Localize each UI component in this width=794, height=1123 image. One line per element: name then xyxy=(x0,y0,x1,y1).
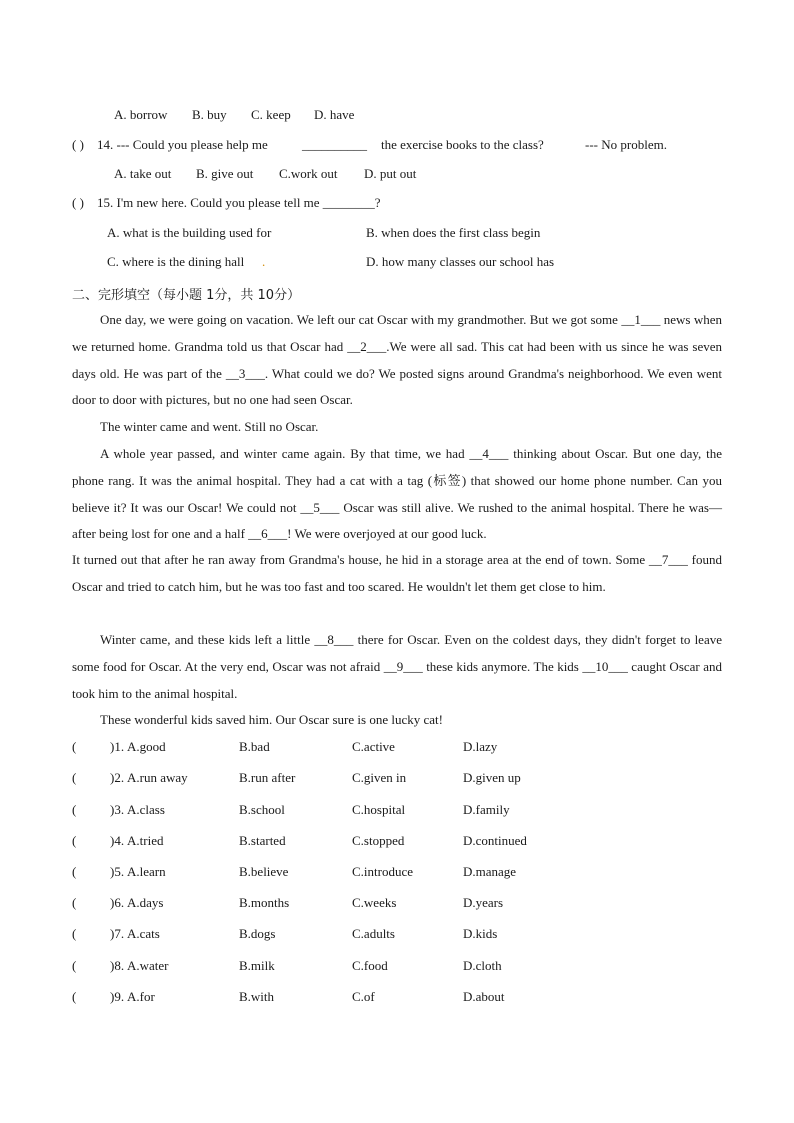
passage-paragraph-4: It turned out that after he ran away from Grandma's house, he hid in a storage area at the end of town. Some __7___ found Oscar and tried to catch him, but he was too fast and too scared. He wouldn't let them get close to him. xyxy=(72,552,722,594)
option-b[interactable]: B.believe xyxy=(239,864,289,879)
q14-reply: --- No problem. xyxy=(585,137,667,152)
q14-option-c[interactable]: C.work out xyxy=(279,166,338,181)
option-b[interactable]: B.school xyxy=(239,802,285,817)
option-d[interactable]: D.given up xyxy=(463,770,521,785)
option-a[interactable]: A.water xyxy=(127,958,169,973)
answer-parens-open[interactable]: ( xyxy=(72,833,77,848)
answer-parens-open[interactable]: ( xyxy=(72,895,77,910)
q15-option-d[interactable]: D. how many classes our school has xyxy=(366,254,555,269)
answer-parens-close: )5. xyxy=(110,864,125,879)
option-a[interactable]: A.for xyxy=(127,989,155,1004)
option-a[interactable]: A.run away xyxy=(127,770,188,785)
q15-option-c[interactable]: C. where is the dining hall xyxy=(107,254,245,269)
q13-option-a[interactable]: A. borrow xyxy=(114,107,168,122)
answer-parens-close: )9. xyxy=(110,989,125,1004)
q14-blank: __________ xyxy=(302,137,367,152)
option-d[interactable]: D.continued xyxy=(463,833,527,848)
option-c[interactable]: C.hospital xyxy=(352,802,406,817)
cloze-row-4 xyxy=(72,832,672,850)
cloze-row-1 xyxy=(72,738,672,756)
option-c[interactable]: C.given in xyxy=(352,770,407,785)
option-c[interactable]: C.stopped xyxy=(352,833,405,848)
cloze-row-6 xyxy=(72,894,672,912)
cloze-row-5 xyxy=(72,863,672,881)
option-d[interactable]: D.manage xyxy=(463,864,517,879)
option-d[interactable]: D.family xyxy=(463,802,510,817)
option-b[interactable]: B.run after xyxy=(239,770,296,785)
option-c[interactable]: C.active xyxy=(352,739,395,754)
q13-option-d[interactable]: D. have xyxy=(314,107,355,122)
q14-option-d[interactable]: D. put out xyxy=(364,166,417,181)
answer-parens-open[interactable]: ( xyxy=(72,739,77,754)
cloze-row-2 xyxy=(72,769,672,787)
cloze-row-3 xyxy=(72,801,672,819)
q14-option-b[interactable]: B. give out xyxy=(196,166,254,181)
q15-dot-mark: . xyxy=(262,254,266,269)
q14-option-a[interactable]: A. take out xyxy=(114,166,172,181)
option-a[interactable]: A.days xyxy=(127,895,164,910)
option-b[interactable]: B.milk xyxy=(239,958,275,973)
option-a[interactable]: A.class xyxy=(127,802,165,817)
answer-parens-open[interactable]: ( xyxy=(72,926,77,941)
passage-paragraph-1: One day, we were going on vacation. We left our cat Oscar with my grandmother. But we got some __1___ news when we returned home. Grandma told us that Oscar had __2___.We were all sad. This cat had been with us since he was seven days old. He was part of the __3___. What could we do? We posted signs around Grandma's neighborhood. We even went door to door with pictures, but no one had seen Oscar. xyxy=(72,312,722,408)
option-b[interactable]: B.started xyxy=(239,833,286,848)
option-b[interactable]: B.months xyxy=(239,895,290,910)
answer-parens-open[interactable]: ( xyxy=(72,770,77,785)
option-d[interactable]: D.cloth xyxy=(463,958,502,973)
passage-paragraph-5: Winter came, and these kids left a little __8___ there for Oscar. Even on the coldest days, they didn't forget to leave some food for Oscar. At the very end, Oscar was not afraid __9___ these kids anymore. The kids __10___ caught Oscar and took him to the animal hospital. xyxy=(72,632,722,701)
option-c[interactable]: C.weeks xyxy=(352,895,397,910)
q13-option-b[interactable]: B. buy xyxy=(192,107,227,122)
option-d[interactable]: D.about xyxy=(463,989,505,1004)
answer-parens-close: )6. xyxy=(110,895,125,910)
option-a[interactable]: A.tried xyxy=(127,833,164,848)
option-c[interactable]: C.food xyxy=(352,958,388,973)
q14-stem-a: 14. --- Could you please help me xyxy=(97,137,268,152)
q15-option-b[interactable]: B. when does the first class begin xyxy=(366,225,541,240)
option-a[interactable]: A.cats xyxy=(127,926,160,941)
passage-paragraph-2: The winter came and went. Still no Oscar. xyxy=(100,419,319,434)
option-a[interactable]: A.learn xyxy=(127,864,166,879)
passage-paragraph-3: A whole year passed, and winter came again. By that time, we had __4___ thinking about Oscar. But one day, the phone rang. It was the animal hospital. They had a cat with a tag (标签) that showed our home phone number. Can you believe it? It was our Oscar! We could not __5___ Oscar was still alive. We rushed to the animal hospital. There he was—after being lost for one and a half __6___! We were overjoyed at our good luck. xyxy=(72,446,722,542)
answer-parens-open[interactable]: ( xyxy=(72,989,77,1004)
q15-stem: 15. I'm new here. Could you please tell me ________? xyxy=(97,195,381,210)
cloze-row-9 xyxy=(72,988,672,1006)
answer-parens-open[interactable]: ( xyxy=(72,864,77,879)
option-c[interactable]: C.adults xyxy=(352,926,395,941)
option-b[interactable]: B.dogs xyxy=(239,926,276,941)
q15-option-a[interactable]: A. what is the building used for xyxy=(107,225,272,240)
answer-parens-close: )3. xyxy=(110,802,125,817)
option-d[interactable]: D.years xyxy=(463,895,504,910)
answer-parens-close: )1. xyxy=(110,739,125,754)
option-c[interactable]: C.of xyxy=(352,989,375,1004)
cloze-row-7 xyxy=(72,925,672,943)
cloze-row-8 xyxy=(72,957,672,975)
answer-parens-close: )8. xyxy=(110,958,125,973)
q13-option-c[interactable]: C. keep xyxy=(251,107,291,122)
option-d[interactable]: D.lazy xyxy=(463,739,498,754)
q14-stem-b: the exercise books to the class? xyxy=(381,137,544,152)
answer-parens-open[interactable]: ( xyxy=(72,802,77,817)
passage-paragraph-6: These wonderful kids saved him. Our Oscar sure is one lucky cat! xyxy=(100,712,443,727)
q14-answer-parens[interactable]: ( ) xyxy=(72,137,84,152)
option-c[interactable]: C.introduce xyxy=(352,864,414,879)
option-a[interactable]: A.good xyxy=(127,739,166,754)
section-2-heading: 二、完形填空（每小题 1分，共 10分） xyxy=(72,288,301,303)
option-d[interactable]: D.kids xyxy=(463,926,498,941)
answer-parens-close: )7. xyxy=(110,926,125,941)
answer-parens-close: )4. xyxy=(110,833,125,848)
option-b[interactable]: B.bad xyxy=(239,739,270,754)
q15-answer-parens[interactable]: ( ) xyxy=(72,195,84,210)
answer-parens-close: )2. xyxy=(110,770,125,785)
option-b[interactable]: B.with xyxy=(239,989,275,1004)
answer-parens-open[interactable]: ( xyxy=(72,958,77,973)
